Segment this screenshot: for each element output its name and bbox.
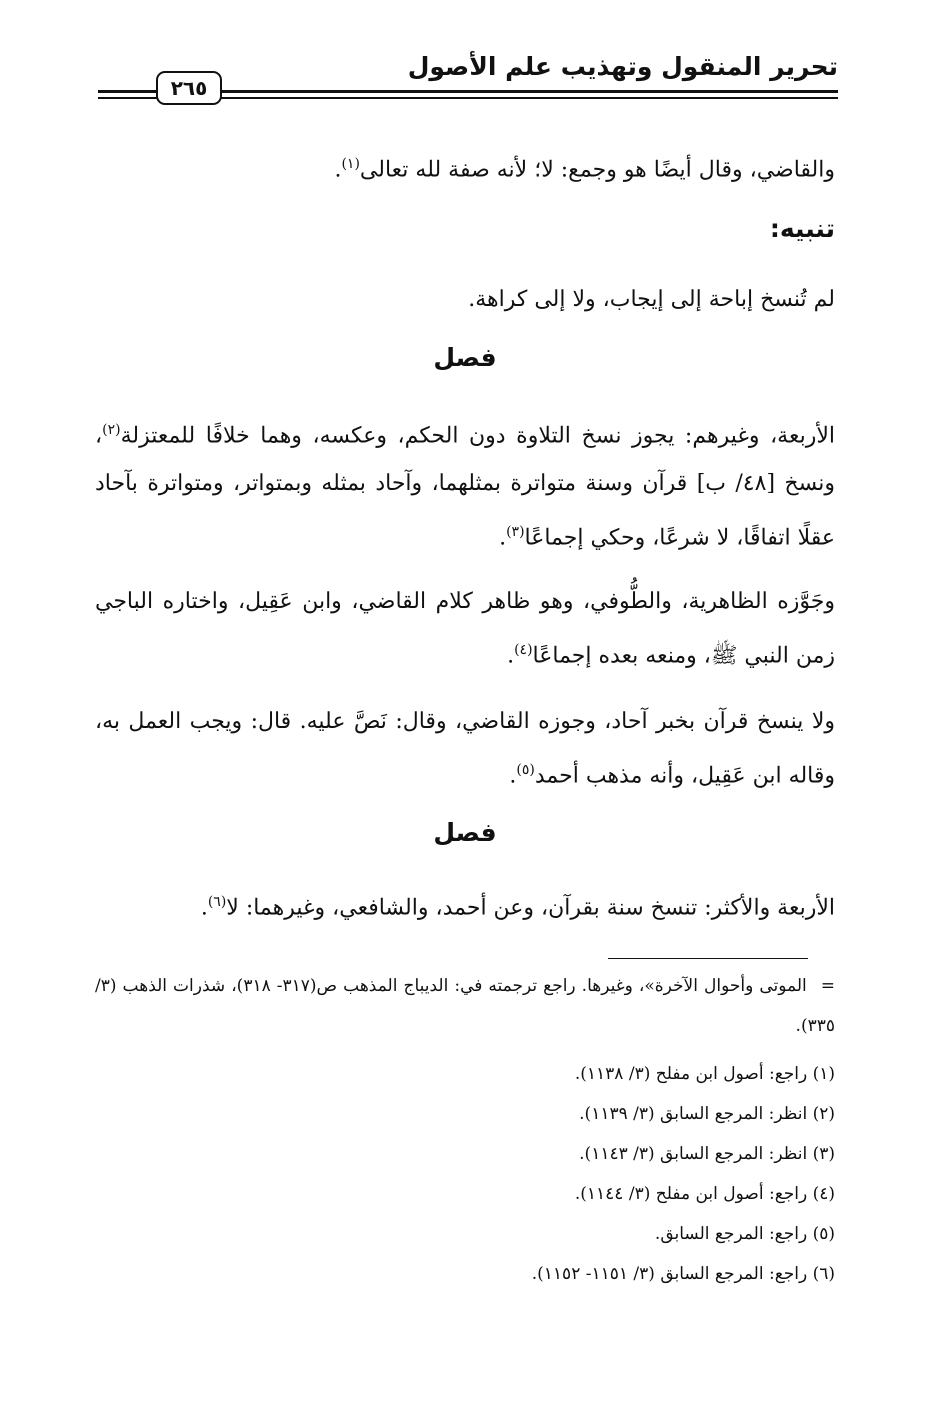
running-title: تحرير المنقول وتهذيب علم الأصول bbox=[407, 52, 838, 81]
footnote-2: (٢) انظر: المرجع السابق (٣/ ١١٣٩). bbox=[579, 1104, 835, 1124]
period: . bbox=[200, 895, 208, 921]
footnote-ref-5: (٥) bbox=[516, 762, 535, 778]
paragraph-4-text: وجَوَّزه الظاهرية، والطُّوفي، وهو ظاهر كلام القاضي، وابن عَقِيل، واختاره الباجي زمن النبي ﷺ، ومنعه بعده إجماعًا bbox=[95, 589, 835, 669]
paragraph-5 bbox=[95, 698, 835, 800]
heading-fasl-2: فصل bbox=[433, 818, 497, 847]
continuation-mark: = bbox=[820, 976, 835, 996]
period: . bbox=[499, 525, 507, 551]
footnote-6: (٦) راجع: المرجع السابق (٣/ ١١٥١- ١١٥٢). bbox=[531, 1264, 835, 1284]
period: . bbox=[334, 157, 342, 183]
period: . bbox=[507, 643, 515, 669]
footnote-ref-1: (١) bbox=[341, 156, 360, 172]
footnote-ref-4: (٤) bbox=[514, 642, 533, 658]
paragraph-1-text: والقاضي، وقال أيضًا هو وجمع: لا؛ لأنه صفة لله تعالى bbox=[359, 157, 835, 183]
paragraph-1 bbox=[95, 140, 835, 194]
footnote-continuation-text: الموتى وأحوال الآخرة»، وغيرها. راجع ترجمته في: الديباج المذهب ص(٣١٧- ٣١٨)، شذرات الذهب (٣/ ٣٣٥). bbox=[95, 976, 835, 1036]
paragraph-3-text-b: ، ونسخ [٤٨/ ب] قرآن وسنة متواترة بمثلهما، وآحاد بمثله وبمتواتر، ومتواترة بآحاد عقلًا اتفاقًا، لا شرعًا، وحكي إجماعًا bbox=[95, 423, 835, 551]
heading-tanbih: تنبيه: bbox=[769, 214, 835, 243]
footnote-4: (٤) راجع: أصول ابن مفلح (٣/ ١١٤٤). bbox=[574, 1184, 835, 1204]
footnote-continuation bbox=[95, 966, 835, 1046]
footnote-separator bbox=[608, 958, 808, 959]
heading-fasl-1: فصل bbox=[433, 343, 497, 372]
paragraph-2: لم تُنسخ إباحة إلى إيجاب، ولا إلى كراهة. bbox=[468, 287, 835, 312]
paragraph-6 bbox=[95, 878, 835, 932]
footnote-ref-2: (٢) bbox=[102, 422, 121, 438]
period: . bbox=[509, 763, 517, 789]
footnote-3: (٣) انظر: المرجع السابق (٣/ ١١٤٣). bbox=[579, 1144, 835, 1164]
footnote-1: (١) راجع: أصول ابن مفلح (٣/ ١١٣٨). bbox=[574, 1064, 835, 1084]
paragraph-3 bbox=[95, 406, 835, 563]
paragraph-4 bbox=[95, 578, 835, 680]
paragraph-3-text-a: الأربعة، وغيرهم: يجوز نسخ التلاوة دون الحكم، وعكسه، وهما خلافًا للمعتزلة bbox=[120, 423, 835, 449]
footnote-ref-6: (٦) bbox=[207, 894, 227, 910]
page-number: ٢٦٥ bbox=[156, 71, 222, 105]
footnote-ref-3: (٣) bbox=[506, 524, 525, 541]
footnote-5: (٥) راجع: المرجع السابق. bbox=[654, 1224, 835, 1244]
paragraph-6-text: الأربعة والأكثر: تنسخ سنة بقرآن، وعن أحمد، والشافعي، وغيرهما: لا bbox=[226, 895, 835, 921]
paragraph-5-text: ولا ينسخ قرآن بخبر آحاد، وجوزه القاضي، وقال: نَصَّ عليه. قال: ويجب العمل به، وقاله ابن عَقِيل، وأنه مذهب أحمد bbox=[95, 709, 835, 789]
